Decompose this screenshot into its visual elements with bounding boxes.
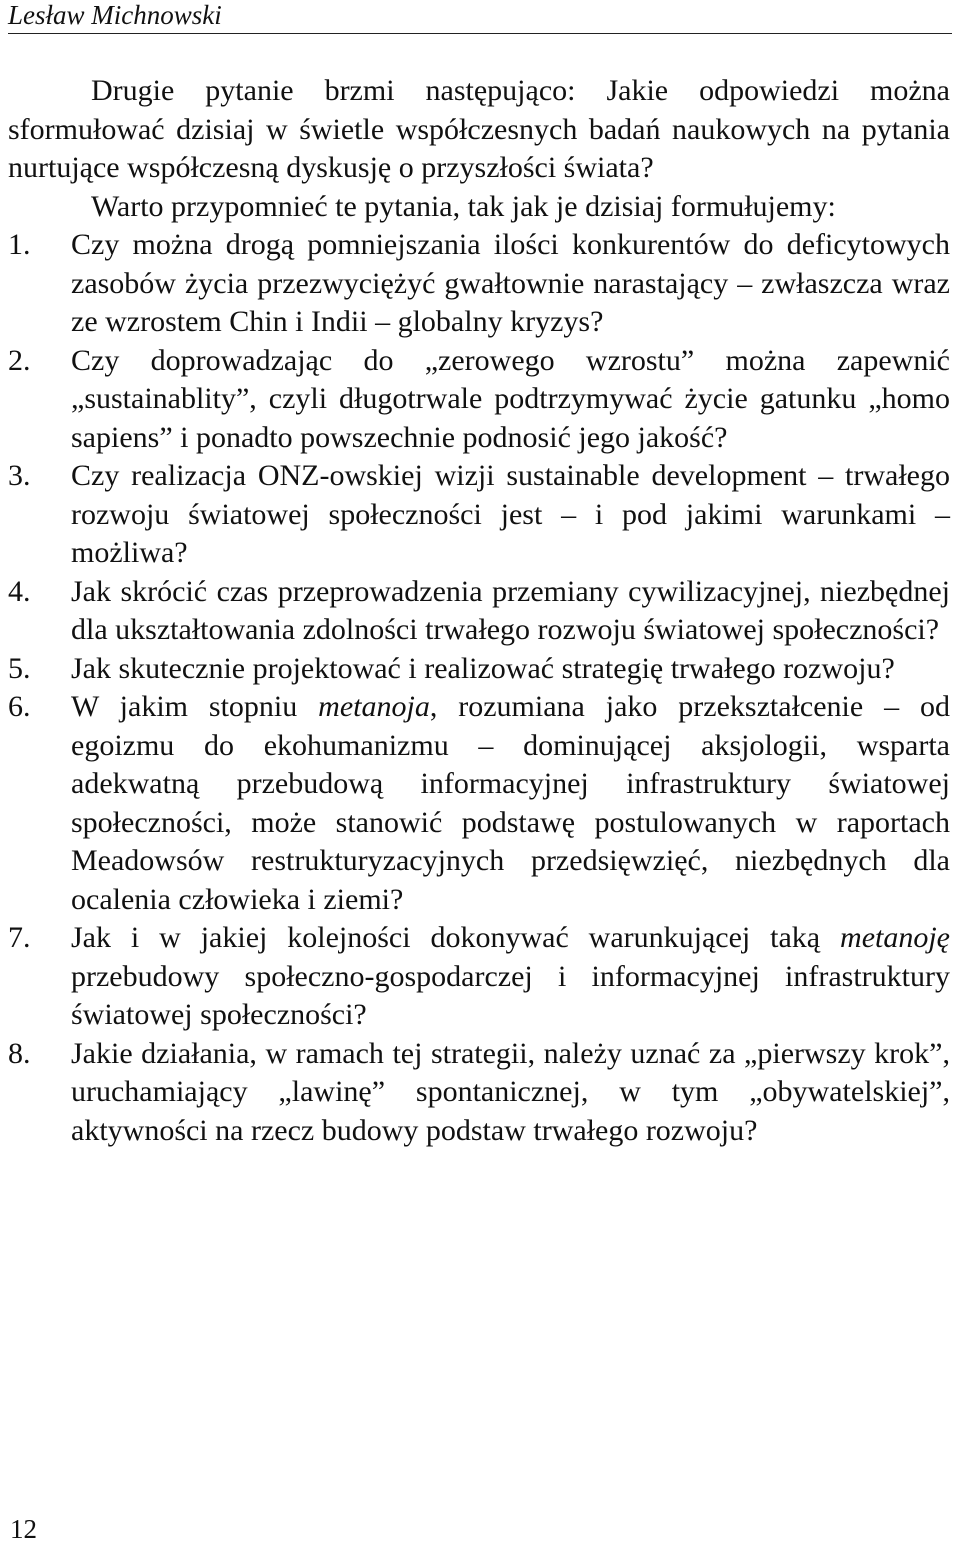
list-item-text-part: przebudowy społeczno-gospodarczej i informacyjnej infrastruktury światowej społeczności? [71,959,950,1031]
emphasized-term: metanoja [318,690,430,723]
list-item-text-part: W jakim stopniu [71,690,319,723]
intro-lead-in: Warto przypomnieć te pytania, tak jak je dzisiaj formułujemy: [91,189,836,223]
list-item-text: Jak skutecznie projektować i realizować strategię trwałego rozwoju? [71,651,895,685]
list-item [8,342,950,458]
list-item-text-part: , rozumiana jako przekształcenie – od egoizmu do ekohumanizmu – dominującej aksjologii, wsparta adekwatną przebudową informacyjnej infrastruktury światowej społeczności, może stanowić podstawę postulowanych w raportach Meadowsów restrukturyzacyjnych przedsięwzięć, niezbędnych dla ocalenia człowieka i ziemi? [71,690,950,916]
intro-paragraph: Drugie pytanie brzmi następująco: Jakie odpowiedzi można sformułować dzisiaj w świetle współczesnych badań naukowych na pytania nurtujące współczesną dyskusję o przyszłości świata? [8,74,950,184]
list-item-number: 6. [8,690,31,723]
list-item-number: 8. [8,1036,31,1070]
list-item-text: Czy doprowadzając do „zerowego wzrostu” można zapewnić „sustainablity”, czyli długotrwale podtrzymywać życie gatunku „homo sapiens” i ponadto powszechnie podnosić jego jakość? [71,343,950,454]
list-item-text [71,919,950,1035]
list-item [8,573,950,650]
list-item [8,1035,950,1151]
question-list [8,226,950,1150]
list-item-number: 7. [8,921,31,954]
list-item-number: 1. [8,228,31,261]
list-item-text [71,688,950,919]
list-item-number: 4. [8,574,31,608]
list-item-text: Czy można drogą pomniejszania ilości konkurentów do deficytowych zasobów życia przezwyciężyć gwałtownie narastający – zwłaszcza wraz ze wzrostem Chin i Indii – globalny kryzys? [71,228,950,338]
list-item [8,650,950,689]
emphasized-term: metanoję [840,921,950,954]
list-item [8,226,950,342]
header-rule [8,33,952,34]
body-text [8,72,950,1150]
list-item [8,688,950,919]
list-item-text: Jakie działania, w ramach tej strategii, należy uznać za „pierwszy krok”, uruchamiający „lawinę” spontanicznej, w tym „obywatelskiej”, aktywności na rzecz budowy podstaw trwałego rozwoju? [71,1036,950,1147]
list-item-number: 2. [8,343,31,377]
list-item-text: Czy realizacja ONZ-owskiej wizji sustainable development – trwałego rozwoju światowej społeczności jest – i pod jakimi warunkami – możliwa? [71,459,950,569]
list-item-number: 3. [8,459,31,492]
list-item-number: 5. [8,651,31,685]
list-item-text: Jak skrócić czas przeprowadzenia przemiany cywilizacyjnej, niezbędnej dla ukształtowania zdolności trwałego rozwoju światowej społeczności? [71,574,950,646]
list-item [8,919,950,1035]
page-number: 12 [10,1514,37,1544]
list-item-text-part: Jak i w jakiej kolejności dokonywać warunkującej taką [71,921,841,954]
list-item [8,457,950,573]
running-head-author: Lesław Michnowski [8,0,222,30]
